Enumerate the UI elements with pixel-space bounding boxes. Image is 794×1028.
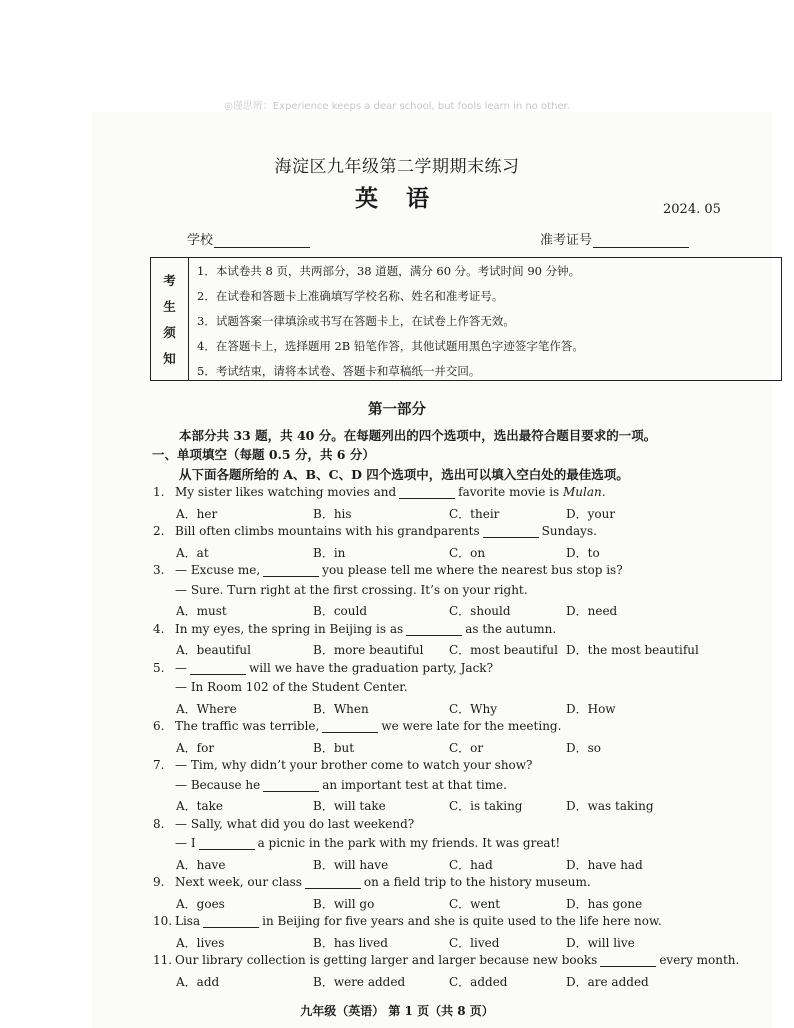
question-text: every month. xyxy=(659,953,740,967)
question-line xyxy=(153,661,493,675)
answer-option[interactable]: D．How xyxy=(566,701,616,716)
answer-option[interactable]: C．on xyxy=(449,545,486,560)
answer-option[interactable]: B．in xyxy=(313,545,346,560)
question-number: 10. xyxy=(153,914,173,928)
question-line xyxy=(153,622,556,636)
answer-option[interactable]: A．lives xyxy=(176,935,225,950)
question-line xyxy=(153,524,597,538)
question-text: on a field trip to the history museum. xyxy=(363,875,591,889)
notice-label-char: 知 xyxy=(163,351,176,366)
answer-blank[interactable] xyxy=(305,876,361,889)
question-text: — I xyxy=(175,836,196,850)
answer-option[interactable]: A．add xyxy=(176,974,220,989)
question-text: Next week, our class xyxy=(175,875,302,889)
question-text: as the autumn. xyxy=(465,621,557,636)
question-text: — xyxy=(175,660,187,675)
answer-option[interactable]: B．will go xyxy=(313,896,375,911)
question-text: — Sure. Turn right at the first crossing. It’s on your right. xyxy=(175,582,528,597)
notice-item: 1．本试卷共 8 页，共两部分，38 道题，满分 60 分。考试时间 90 分钟。 xyxy=(197,264,581,278)
answer-option[interactable]: D．so xyxy=(566,740,602,755)
question-number: 11. xyxy=(153,953,173,967)
answer-option[interactable]: B．his xyxy=(313,506,352,521)
notice-item: 4．在答题卡上，选择题用 2B 铅笔作答，其他试题用黑色字迹签字笔作答。 xyxy=(197,339,584,353)
question-line xyxy=(153,875,591,889)
question-text: — Excuse me, xyxy=(175,563,261,577)
exam-id-input-line[interactable] xyxy=(593,233,689,248)
question-number: 6. xyxy=(153,719,165,733)
question-line xyxy=(153,680,408,694)
question-number: 3. xyxy=(153,563,165,577)
answer-option[interactable]: A．for xyxy=(176,740,215,755)
answer-option[interactable]: A．have xyxy=(176,857,226,872)
exam-id-field[interactable] xyxy=(540,229,689,248)
answer-blank[interactable] xyxy=(322,720,378,733)
answer-option[interactable]: D．the most beautiful xyxy=(566,643,699,657)
exam-subject: 英 语 xyxy=(354,185,439,212)
part-intro: 本部分共 33 题，共 40 分。在每题列出的四个选项中，选出最符合题目要求的一项。 xyxy=(179,428,657,443)
school-field[interactable] xyxy=(187,229,310,248)
answer-option[interactable]: D．are added xyxy=(566,974,649,989)
answer-option[interactable]: D．your xyxy=(566,506,616,521)
answer-option[interactable]: B．When xyxy=(313,701,369,716)
exam-id-label: 准考证号 xyxy=(540,233,593,248)
answer-option[interactable]: A．at xyxy=(176,545,209,560)
answer-blank[interactable] xyxy=(203,915,259,928)
question-number: 4. xyxy=(153,621,165,636)
answer-option[interactable]: A．beautiful xyxy=(176,643,252,657)
answer-option[interactable]: C．their xyxy=(449,506,500,521)
answer-blank[interactable] xyxy=(199,837,255,850)
notice-items xyxy=(197,264,584,389)
answer-option[interactable]: C．is taking xyxy=(449,799,523,813)
answer-option[interactable]: B．could xyxy=(313,604,368,618)
question-line xyxy=(153,485,606,499)
section-title: 一、单项填空（每题 0.5 分，共 6 分） xyxy=(152,447,375,462)
question-number: 5. xyxy=(153,660,165,675)
question-text: In my eyes, the spring in Beijing is as xyxy=(175,621,404,636)
answer-option[interactable]: A．Where xyxy=(176,701,237,716)
answer-option[interactable]: B．will have xyxy=(313,857,389,872)
question-italic-text: Mulan. xyxy=(559,485,606,499)
watermark: ◎谨思辨：Experience keeps a dear school, but fools learn in no other. xyxy=(224,101,570,112)
question-number: 2. xyxy=(153,524,165,538)
question-line xyxy=(153,914,662,928)
answer-option[interactable]: C．went xyxy=(449,896,501,911)
answer-option[interactable]: D．has gone xyxy=(566,896,643,911)
part-title: 第一部分 xyxy=(368,401,426,418)
question-line xyxy=(153,817,414,831)
notice-label-char: 须 xyxy=(163,325,176,340)
question-text: a picnic in the park with my friends. It was great! xyxy=(257,836,561,850)
question-text: My sister likes watching movies and xyxy=(175,485,397,499)
question-text: — Because he xyxy=(175,777,261,792)
question-text: The traffic was terrible, xyxy=(175,719,320,733)
exam-date: 2024. 05 xyxy=(663,202,721,217)
answer-blank[interactable] xyxy=(483,525,539,538)
notice-item: 5．考试结束，请将本试卷、答题卡和草稿纸一并交回。 xyxy=(197,364,481,378)
answer-option[interactable]: C．added xyxy=(449,974,508,989)
school-input-line[interactable] xyxy=(214,233,310,248)
question-line xyxy=(153,758,532,772)
answer-blank[interactable] xyxy=(190,662,246,675)
answer-option[interactable]: C．Why xyxy=(449,701,498,716)
answer-option[interactable]: A．take xyxy=(176,799,224,813)
question-text: Sundays. xyxy=(541,524,597,538)
answer-option[interactable]: B．were added xyxy=(313,974,406,989)
notice-label xyxy=(151,258,189,380)
answer-option[interactable]: B．has lived xyxy=(313,935,388,950)
question-number: 9. xyxy=(153,875,165,889)
question-text: we were late for the meeting. xyxy=(381,719,562,733)
answer-option[interactable]: D．have had xyxy=(566,857,643,872)
question-line xyxy=(153,778,507,792)
answer-option[interactable]: B．more beautiful xyxy=(313,643,424,657)
notice-item: 2．在试卷和答题卡上准确填写学校名称、姓名和准考证号。 xyxy=(197,289,504,303)
answer-option[interactable]: C．most beautiful xyxy=(449,643,558,657)
answer-blank[interactable] xyxy=(406,623,462,636)
question-text: in Beijing for five years and she is quite used to the life here now. xyxy=(262,914,662,928)
notice-label-char: 生 xyxy=(163,299,176,314)
question-text: will we have the graduation party, Jack? xyxy=(249,660,493,675)
answer-option[interactable]: A．her xyxy=(176,506,218,521)
answer-option[interactable]: A．goes xyxy=(176,896,225,911)
question-number: 1. xyxy=(153,485,165,499)
answer-blank[interactable] xyxy=(399,486,455,499)
question-line xyxy=(153,836,560,850)
page-footer: 九年级（英语） 第 1 页（共 8 页） xyxy=(300,1004,494,1018)
answer-blank[interactable] xyxy=(263,564,319,577)
question-line xyxy=(153,583,528,597)
answer-blank[interactable] xyxy=(600,954,656,967)
answer-option[interactable]: B．but xyxy=(313,740,355,755)
answer-option[interactable]: D．was taking xyxy=(566,799,654,813)
question-number: 7. xyxy=(153,758,165,772)
school-label: 学校 xyxy=(187,233,214,248)
notice-box xyxy=(150,257,782,381)
question-text: — Tim, why didn’t your brother come to watch your show? xyxy=(175,758,533,772)
question-text: you please tell me where the nearest bus stop is? xyxy=(322,563,623,577)
answer-option[interactable]: B．will take xyxy=(313,799,386,813)
question-text: — In Room 102 of the Student Center. xyxy=(175,680,408,694)
question-text: favorite movie is xyxy=(458,485,560,499)
question-text: Our library collection is getting larger and larger because new books xyxy=(175,953,598,967)
answer-option[interactable]: D．to xyxy=(566,545,600,560)
answer-blank[interactable] xyxy=(263,779,319,792)
question-line xyxy=(153,563,623,577)
question-text: an important test at that time. xyxy=(322,777,507,792)
notice-label-char: 考 xyxy=(163,273,176,288)
question-text: — Sally, what did you do last weekend? xyxy=(175,816,415,831)
question-line xyxy=(153,953,739,967)
question-text: Bill often climbs mountains with his grandparents xyxy=(175,524,480,538)
answer-option[interactable]: C．lived xyxy=(449,935,500,950)
question-line xyxy=(153,719,561,733)
notice-item: 3．试题答案一律填涂或书写在答题卡上，在试卷上作答无效。 xyxy=(197,314,515,328)
answer-option[interactable]: C．or xyxy=(449,740,484,755)
exam-title: 海淀区九年级第二学期期末练习 xyxy=(274,157,520,177)
answer-option[interactable]: C．had xyxy=(449,857,493,872)
answer-option[interactable]: C．should xyxy=(449,604,511,618)
question-number: 8. xyxy=(153,816,165,831)
answer-option[interactable]: D．will live xyxy=(566,935,635,950)
answer-option[interactable]: A．must xyxy=(176,604,227,618)
question-text: Lisa xyxy=(175,914,201,928)
section-instruction: 从下面各题所给的 A、B、C、D 四个选项中，选出可以填入空白处的最佳选项。 xyxy=(179,467,629,482)
answer-option[interactable]: D．need xyxy=(566,604,618,618)
